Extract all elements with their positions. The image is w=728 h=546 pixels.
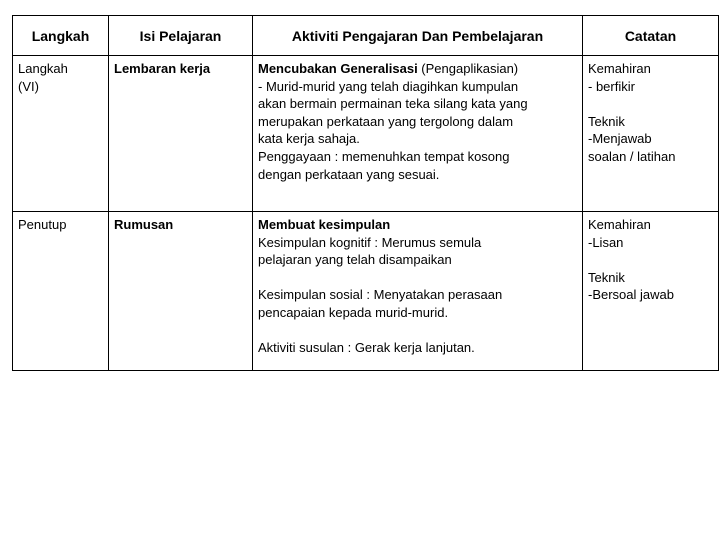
cell-line: (VI) <box>18 78 39 94</box>
line-gap <box>258 322 577 340</box>
cell-line: Kesimpulan sosial : Menyatakan perasaan <box>258 287 503 303</box>
header-langkah: Langkah <box>13 16 109 56</box>
cell-line: Aktiviti susulan : Gerak kerja lanjutan. <box>258 340 475 356</box>
cell-line: pencapaian kepada murid-murid. <box>258 304 449 320</box>
cell-line: Kemahiran <box>588 61 651 76</box>
activity-title-suffix: (Pengaplikasian) <box>417 61 519 76</box>
cell-line: -Menjawab <box>588 131 652 147</box>
cell-line: Kesimpulan kognitif : Merumus semula <box>258 234 482 250</box>
cell-line: -Bersoal jawab <box>588 287 674 303</box>
cell-aktiviti <box>253 212 583 371</box>
line-gap <box>588 251 713 269</box>
lesson-plan-table <box>12 15 719 371</box>
header-catatan: Catatan <box>583 16 719 56</box>
line-gap <box>258 269 577 287</box>
cell-catatan <box>583 212 719 371</box>
cell-line: akan bermain permainan teka silang kata yang <box>258 96 528 112</box>
header-row <box>13 16 719 56</box>
cell-langkah <box>13 56 109 212</box>
cell-line: soalan / latihan <box>588 148 676 164</box>
cell-line: - berfikir <box>588 78 635 94</box>
cell-line: pelajaran yang telah disampaikan <box>258 252 452 268</box>
cell-isi-pelajaran <box>109 56 253 212</box>
cell-catatan <box>583 56 719 212</box>
cell-line: Lembaran kerja <box>114 61 211 76</box>
cell-langkah <box>13 212 109 371</box>
cell-line: - Murid-murid yang telah diagihkan kumpulan <box>258 78 519 94</box>
activity-title-line <box>258 60 577 78</box>
cell-line: Kemahiran <box>588 217 651 232</box>
cell-line: merupakan perkataan yang tergolong dalam <box>258 113 514 129</box>
header-isi-pelajaran: Isi Pelajaran <box>109 16 253 56</box>
cell-line: kata kerja sahaja. <box>258 131 360 147</box>
activity-title: Mencubakan Generalisasi <box>258 61 418 76</box>
cell-line: Teknik <box>588 113 625 129</box>
table-row <box>13 212 719 371</box>
activity-title: Membuat kesimpulan <box>258 217 391 232</box>
cell-line: dengan perkataan yang sesuai. <box>258 166 440 182</box>
header-aktiviti: Aktiviti Pengajaran Dan Pembelajaran <box>253 16 583 56</box>
cell-line: Penutup <box>18 217 67 232</box>
cell-line: Langkah <box>18 61 68 76</box>
table-row <box>13 56 719 212</box>
cell-line: Penggayaan : memenuhkan tempat kosong <box>258 148 510 164</box>
cell-line: Rumusan <box>114 217 174 232</box>
cell-line: -Lisan <box>588 234 624 250</box>
cell-aktiviti <box>253 56 583 212</box>
cell-isi-pelajaran <box>109 212 253 371</box>
cell-line: Teknik <box>588 269 625 285</box>
line-gap <box>588 95 713 113</box>
